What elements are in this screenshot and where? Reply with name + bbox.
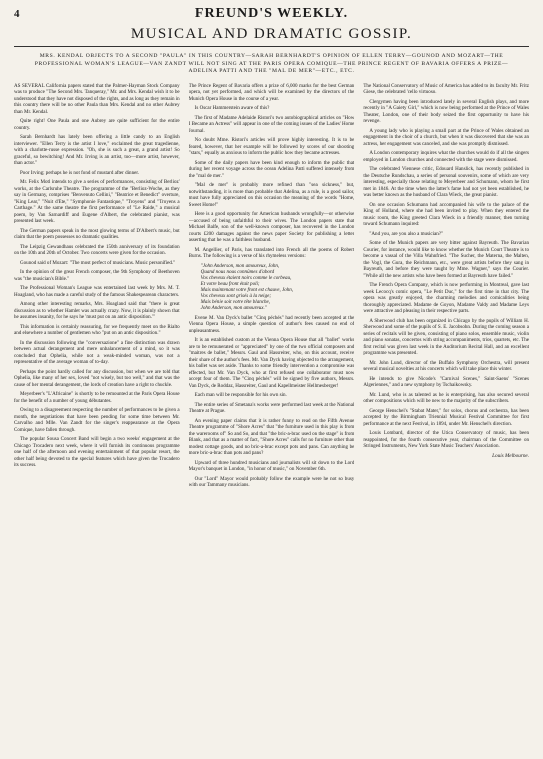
paragraph: In the opinion of the great French composer, the 9th Symphony of Beethoven was "the musician's Bible." (14, 269, 180, 282)
paragraph: Evene M. Van Dyck's ballet "Cinq péchés" had recently been accepted at the Vienna Opera House, a simple question of author's fees caused no end of unpleasantness. (188, 314, 355, 334)
paragraph: Meyerbeer's "L'Africaine" is shortly to be remounted at the Paris Opera House for the benefit of a number of young débutantes. (14, 391, 180, 404)
article-columns (14, 83, 529, 751)
section-title: MUSICAL AND DRAMATIC GOSSIP. (130, 26, 413, 42)
paragraph: No doubt Mme. Ristori's articles will prove highly interesting. It is to be feared, however, that her example will be followed by scores of our shooting "stars," equally as anxious to inform the public how they became actresses. (188, 137, 355, 157)
paragraph: Poor Irving; perhaps he is not fond of mustard after dinner. (20, 169, 139, 176)
poem-line: Vos cheveux étaient noirs comme le corbeau, (200, 274, 292, 281)
paragraph: Clergymen having been introduced lately in several English plays, and more recently in "A Gaiety Girl," which is now being performed at the Prince of Wales Theater, London, one of their body seized the first opportunity to have his revenge. (363, 98, 529, 125)
paragraph: Louis Lombard, director of the Utica Conservatory of music, has been reappointed, for the fourth consecutive year, chairman of the Committee on Stringed Instruments, New York State Music Teachers' Association. (363, 430, 529, 450)
paragraph: Gounod said of Mozart: "The most perfect of musicians. Music personified." (20, 259, 176, 266)
paragraph: Perhaps the point hardly called for any discussion, but when we are told that Ophelia, like many of her sex, loved "not wisely, but too well," and that was the cause of her mental derangement, the lords of creation have a right to chuckle. (14, 368, 180, 388)
paragraph: Among other interesting remarks, Mrs. Hoagland said that "there is great discussion as to whether Hamlet was actually crazy. Now, it is plainly shown that he assumes insanity, for he says he 'must put on an antic disposition.'" (14, 301, 180, 321)
paragraph: In the discussion following the "conversazione" a fine distinction was drawn between actual derangement and mere unbalancement of a mind, so it was concluded that Ophelia, while not a weak-minded woman, was not a representative of the average woman of to-day. (14, 339, 180, 366)
paragraph: The entire series of Smetana's works were performed last week at the National Theatre at Prague. (188, 401, 355, 415)
masthead (14, 6, 529, 22)
column-2 (189, 83, 355, 751)
paragraph: Mr. Lund, who is as talented as he is enterprising, has also secured several other compositions which will be new to the majority of the subscribers. (363, 391, 529, 405)
paragraph: An evening paper claims that it is rather funny to read on the Fifth Avenue Theatre programme of "Shore Acres" that "the furniture used in this play is from the warerooms of" So and So, and that "the bric-a-brac used on the stage" is from Blank, and that as a matter of fact, "Shore Acres" calls for no furniture other than modest cottage goods, and no bric-a-brac except pots and pans. Can anything be more bric-a-brac than pots and pans? (188, 417, 355, 457)
poem-line: Quand nous nous connûmes d'abord (200, 268, 275, 275)
column-3 (363, 83, 529, 751)
paragraph: The National Conservatory of Music of America has added to its faculty Mr. Fritz Giese, the celebrated 'cello virtuoso. (363, 82, 529, 96)
poem-line: Et votre beau front était poli; (200, 281, 260, 288)
paragraph: The Prince Regent of Bavaria offers a prize of 6,000 marks for the best German opera, not yet performed, and which will be examined by the directors of the Munich Opera House in the course of a year. (188, 82, 355, 102)
paragraph: The French Opera Company, which is now performing in Montreal, gave last week Lecocq's comic opera, "Le Petit Duc," for the first time in that city. The opera was greatly enjoyed, the charming melodies and comicalities being thoroughly appreciated. Madame de Goyon, Madame Valdy and Madame Leys were attractive and pleasing in their respective parts. (363, 282, 529, 315)
author-signoff: Louis Melbourne. (492, 452, 529, 459)
paragraph: Some of the daily papers have been kind enough to inform the public that during her recent voyage across the ocean Adelina Patti suffered intensely from the "mal de mer." (188, 159, 355, 179)
poem-line: Vos cheveux sont grisés à la neige; (200, 293, 272, 300)
paragraph: This information is certainly reassuring, for we frequently meet on the Rialto and elsewhere a number of gentlemen who "put on an antic disposition." (14, 323, 180, 337)
article-subhead: MRS. KENDAL OBJECTS TO A SECOND "PAULA" IN THIS COUNTRY—SARAH BERNHARDT'S OPINION OF ELLEN TERRY—GOUNOD AND MOZART—THE PROFESSIONAL WOMAN'S LEAGUE—VAN ZANDT WILL NOT SING AT THE PARIS OPERA COMIQUE—THE PRINCE REGENT OF BAVARIA OFFERS A PRIZE—ADELINA PATTI AND THE "MAL DE MER"—ETC., ETC. (34, 53, 509, 75)
paragraph: Our "Lord" Mayor would probably follow the example were he not so busy with our Tammany musicians. (188, 475, 355, 489)
paragraph: He intends to give Nicode's "Carnival Scenes," Saint-Saens' "Scenes Algeriennes," and a new symphony by Tschaikowsky. (363, 375, 529, 389)
paragraph: George Henschel's "Stabat Mater," for solos, chorus and orchestra, has been accepted by the Birmingham Triennial Musical Festival Committee for first performance at the next Festival, in 1894, under Mr. Henschel's direction. (363, 407, 529, 427)
paragraph: Here is a good opportunity for American husbands wrongfully—or otherwise—accused of being unfaithful to their wives. The London papers state that Michael Balfe, son of the well-known composer, has recovered in the London courts £200 damages against the news paper Society for publishing a letter asserting that he was a faithless husband. (188, 211, 355, 244)
paragraph: Quite right! One Paula and one Aubrey are quite sufficient for the entire country. (14, 118, 180, 131)
paragraph: Mr. John Lund, director of the Buffalo Symphony Orchestra, will present several musical novelties at his concerts which will take place this winter. (363, 359, 529, 373)
paragraph: A Sherwood club has been organized in Chicago by the pupils of William H. Sherwood and some of the pupils of S. E. Jacobsohn. During the coming season a series of recitals will be given, consisting of piano solos, ensemble music, violin and piano sonatas, concertos with string accompaniments, trios, quartets, etc. The first recital was given last week in the Auditorium Recital Hall, and an excellent programme was presented. (363, 317, 529, 357)
paragraph: The first of Madame Adelaide Ristori's two autobiographical articles on "How I Became an Actress" will appear in one of the coming issues of the Ladies' Home Journal. (188, 114, 355, 134)
paragraph: It is an established custom at the Vienna Opera House that all "ballet" works are to be remunerated or "appreciated" by one of the two official composers and "maitres de ballet," Messrs. Gaul and Hassreiter, who, on this account, receive their share of the author's fees. Mr. Van Dyck having objected to the arrangement, his ballet was set aside. Thanks to some friendly intervention a compromise was effected, but Mr. Van Dyck, who at first refused one collaborator must now accept four of them. The "Cinq péchés" will be signed by five authors, Messrs. Van Dyck, de Roddaz, Hassreiter, Gaul and Kapellmeister Hellmesberger! (188, 337, 355, 389)
page-number: 4 (14, 8, 20, 20)
paragraph: Owing to a disagreement respecting the number of performances to be given a month, the negotiations that have been pending for some time between Mr. Carvalho and Mlle. Van Zandt for the singer's reappearance at the Opera Comique, have fallen through. (14, 407, 180, 433)
paragraph: On one occasion Schumann had accompanied his wife to the palace of the King of Holland, where she had been invited to play. When they entered the music room, the King greeted Clara Wieck in a friendly manner, then turning toward Schumann inquired: (363, 201, 529, 228)
poem-line: "John Anderson, mon amoureux, John, (200, 262, 280, 269)
paragraph: Is Oscar Hammerstein aware of this? (194, 105, 270, 112)
divider (14, 46, 529, 47)
column-1 (14, 83, 180, 751)
paragraph: M. Angellier, of Paris, has translated into French all the poems of Robert Burns. The following is a verse of his rhymeless versions: (188, 246, 355, 260)
paragraph: The Leipzig Gewandhaus celebrated the 150th anniversary of its foundation on the 10th and 20th of October. Two concerts were given for the occasion. (14, 243, 180, 257)
paragraph: Mr. Felix Motl intends to give a series of performances, consisting of Berlioz' works, at the Carlsruhe Theatre. The programme of the "Berlioz-Woche, as they say in Germany, comprises "Benvenuto Cellini," "Beatrice et Benedict" overture, "King Lear," "Nuit d'Ete," "Symphonie Fantastique," "Troyens" and "Troyens a Carthage." At the same theatre the first performance of "Le Raide," a musical poem, by Van Sarnardiff and Eugene d'Albert, the celebrated pianist, was presented last week. (14, 179, 180, 225)
paragraph: Each man will be responsible for his own sin. (194, 392, 287, 399)
paragraph: A young lady who is playing a small part at the Prince of Wales obtained an engagement in the choir of a church, but when it was discovered that she was an actress, her engagement was canceled, and she was promptly dismissed. (363, 127, 529, 147)
poem-line: Mais maintenant votre front est chauve, John, (200, 287, 294, 294)
poem-verse (201, 263, 355, 312)
paragraph: Some of the Munich papers are very bitter against Bayreuth. The Bavarian Courier, for instance, would like to know whether the Munich Court Theatre is to become a vassal of the Villa Wahnfried. "The Sucher, the Materna, the Malten, the Vogl, the Gura, the Reichmann, etc., were great artists before they sang in Bayreuth, and before they were taught by Mme. Wagner," says the Courier. "While all the new artists who have been formed at Bayreuth have failed." (363, 240, 529, 279)
paragraph: The German papers speak in the most glowing terms of D'Albert's music, but claim that the poem possesses no dramatic qualities. (14, 227, 180, 241)
paragraph: The celebrated Viennese critic, Edouard Hanslick, has recently published in the Deutsche Rundschau, a series of personal souvenirs, some of which are very interesting, especially those relating to Meyerbeer and Schumann, whom he first met in 1846. At the time when the latter's fame had not yet been established, he was better known as the husband of Clara Wieck, the great pianist. (363, 166, 529, 199)
paper-name: FREUND'S WEEKLY. (194, 6, 349, 21)
paragraph: AS SEVERAL California papers stated that the Palmer-Hayman Stock Company was to produce "The Second Mrs. Tanqueray," Mr. and Mrs. Kendal wish it to be understood that they have not disposed of the rights, and as long as they remain in this country there will be no other Paula than Mrs. Kendal and no other Aubrey than Mr. Kendal. (14, 82, 180, 115)
paragraph: "Mal de mer" is probably more refined than "sea sickness," but, notwithstanding, it is more than probable that Adelina, as a rule, is a good sailor, must have fully appreciated on this occasion the meaning of the words "Home, Sweet Home!" (188, 182, 355, 208)
paragraph: The Professional Woman's League was entertained last week by Mrs. M. T. Hoagland, who has made a careful study of the famous Shakespearean characters. (14, 285, 180, 298)
paragraph: The popular Sousa Concert Band will begin a two weeks' engagement at the Chicago Trocadero next week, where it will furnish its continuous programme one half of the afternoon and evening entertainment of that popular resort, the other half being devoted to the special features which have given the Trocadero its success. (14, 436, 180, 469)
paragraph: Sarah Bernhardt has lately been offering a little candy to an English interviewer. "Ellen Terry is the artist I love," exclaimed the great tragedienne, with a charlotte-russe expression. "Oh, she is such a great, a grand artist! So graceful, so bewitching! And Mr. Irving is an artist, too—more artist, however, than actor." (14, 134, 180, 167)
poem-line: John Anderson, mon amoureux." (200, 305, 267, 312)
paragraph: A London contemporary inquires what the churches would do if all the singers employed in London churches and connected with the stage were dismissed. (363, 150, 529, 163)
paragraph: "And you, are you also a musician?" (369, 230, 444, 237)
paragraph: Upward of three hundred musicians and journalists will sit down to the Lord Mayor's banquet in London, "in honor of music," on November 6th. (188, 459, 355, 473)
poem-line: Mais bénie soit votre tête blanche, (200, 299, 270, 306)
